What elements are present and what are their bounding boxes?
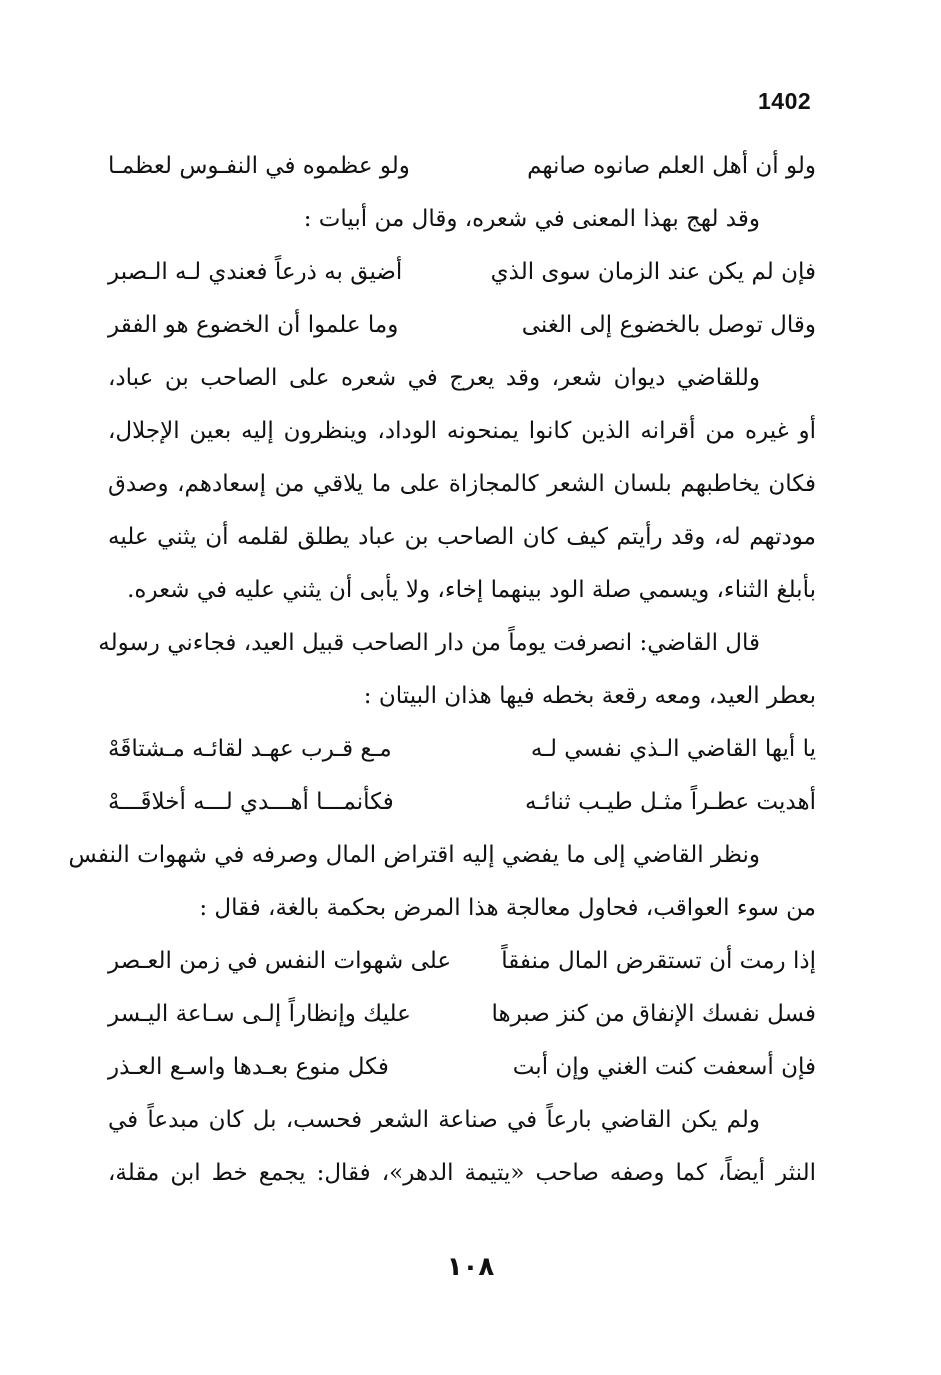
verse-line (108, 935, 816, 988)
paragraph-line: وللقاضي ديوان شعر، وقد يعرج في شعره على الصاحب بن عباد، (108, 365, 760, 391)
paragraph-line: بأبلغ الثناء، ويسمي صلة الود بينهما إخاء، ولا يأبى أن يثني عليه في شعره. (127, 577, 816, 603)
page-id-number: 1402 (758, 88, 812, 114)
first-hemistich: فإن لم يكن عند الزمان سوى الذي (490, 259, 816, 285)
second-hemistich: ولو عظموه في النفـوس لعظمـا (108, 153, 410, 179)
verse-block (108, 935, 816, 1094)
second-hemistich: فكل منوع بعـدها واسـع العـذر (108, 1054, 389, 1080)
first-hemistich: فإن أسعفت كنت الغني وإن أبت (512, 1054, 816, 1080)
first-hemistich: أهديت عطـراً مثـل طيـب ثنائـه (524, 789, 816, 815)
verse-line (108, 246, 816, 299)
second-hemistich: عليك وإنظاراً إلـى سـاعة اليـسر (108, 1001, 411, 1027)
verse-line (108, 723, 816, 776)
second-hemistich: أضيق به ذرعاً فعندي لـه الـصبر (108, 259, 403, 285)
verse-block (108, 140, 816, 193)
paragraph-line: النثر أيضاً، كما وصفه صاحب «يتيمة الدهر»، فقال: يجمع خط ابن مقلة، (108, 1160, 816, 1186)
verse-line (108, 988, 816, 1041)
second-hemistich: فكأنمـــا أهـــدي لـــه أخلاقَـــهْ (108, 789, 394, 815)
second-hemistich: على شهوات النفس في زمن العـصر (108, 948, 452, 974)
paragraph (108, 352, 816, 617)
verse-line (108, 140, 816, 193)
paragraph-line: وقد لهج بهذا المعنى في شعره، وقال من أبيات : (303, 206, 760, 232)
first-hemistich: يا أيها القاضي الـذي نفسي لـه (530, 736, 816, 762)
paragraph-line: بعطر العيد، ومعه رقعة بخطه فيها هذان البيتان : (363, 683, 816, 709)
page-content (68, 140, 816, 1200)
paragraph (108, 1094, 816, 1200)
verse-line (108, 776, 816, 829)
first-hemistich: إذا رمت أن تستقرض المال منفقاً (501, 948, 816, 974)
paragraph-line: ونظر القاضي إلى ما يفضي إليه اقتراض المال وصرفه في شهوات النفس (68, 842, 760, 868)
first-hemistich: فسل نفسك الإنفاق من كنز صبرها (491, 1001, 816, 1027)
paragraph-line: من سوء العواقب، فحاول معالجة هذا المرض بحكمة بالغة، فقال : (199, 895, 816, 921)
paragraph-line: ولم يكن القاضي بارعاً في صناعة الشعر فحسب، بل كان مبدعاً في (108, 1107, 760, 1133)
paragraph (98, 617, 816, 723)
second-hemistich: مـع قـرب عهـد لقائـه مـشتاقَهْ (108, 736, 392, 762)
paragraph-line: أو غيره من أقرانه الذين كانوا يمنحونه الوداد، وينظرون إليه بعين الإجلال، (108, 418, 816, 444)
page-number: ١٠٨ (446, 1252, 495, 1282)
verse-block (108, 723, 816, 829)
paragraph (68, 829, 816, 935)
second-hemistich: وما علموا أن الخضوع هو الفقر (108, 312, 399, 338)
first-hemistich: وقال توصل بالخضوع إلى الغنى (521, 312, 816, 338)
paragraph (108, 193, 816, 246)
verse-line (108, 1041, 816, 1094)
first-hemistich: ولو أن أهل العلم صانوه صانهم (527, 153, 816, 179)
verse-line (108, 299, 816, 352)
paragraph-line: فكان يخاطبهم بلسان الشعر كالمجازاة على ما يلاقي من إسعادهم، وصدق (108, 471, 816, 497)
paragraph-line: مودتهم له، وقد رأيتم كيف كان الصاحب بن عباد يطلق لقلمه أن يثني عليه (108, 524, 816, 550)
verse-block (108, 246, 816, 352)
paragraph-line: قال القاضي: انصرفت يوماً من دار الصاحب قبيل العيد، فجاءني رسوله (98, 630, 760, 656)
